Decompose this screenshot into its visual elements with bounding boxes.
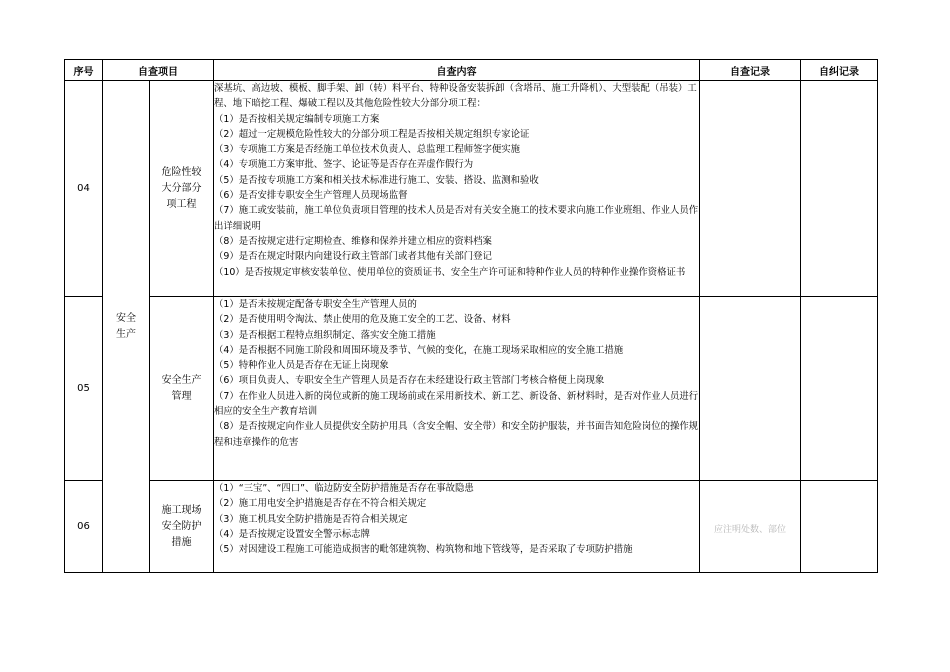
item-label: 危险性较大分部分项工程 — [161, 166, 202, 210]
content-line: （7）在作业人员进入新的岗位或新的施工现场前或在采用新技术、新工艺、新设备、新材料时，是否对作业人员进行相应的安全生产教育培训 — [214, 390, 699, 418]
content-line: （3）是否根据工程特点组织制定、落实安全施工措施 — [214, 329, 436, 341]
table-row — [65, 81, 878, 297]
content-line: （4）专项施工方案审批、签字、论证等是否存在弄虚作假行为 — [214, 159, 474, 171]
content-line: 深基坑、高边坡、模板、脚手架、卸（转）料平台、特种设备安装拆卸（含塔吊、施工升降机）、大型装配（吊装）工程、地下暗挖工程、爆破工程以及其他危险性较大分部分项工程： — [214, 83, 697, 110]
item-cell — [150, 81, 214, 297]
item-label: 安全生产管理 — [161, 374, 202, 402]
self-inspection-table — [64, 59, 878, 573]
correction-cell[interactable] — [801, 81, 878, 297]
correction-cell[interactable] — [801, 297, 878, 481]
content-line: （3）专项施工方案是否经施工单位技术负责人、总监理工程师签字便实施 — [214, 144, 520, 156]
header-item: 自查项目 — [103, 60, 214, 81]
header-record: 自查记录 — [700, 60, 801, 81]
content-line: （6）是否安排专职安全生产管理人员现场监督 — [214, 190, 408, 202]
content-cell — [214, 81, 700, 297]
content-line: （3）施工机具安全防护措施是否符合相关规定 — [214, 513, 408, 525]
content-line: （5）对因建设工程施工可能造成损害的毗邻建筑物、构筑物和地下管线等，是否采取了专项防护措施 — [214, 544, 633, 556]
content-cell — [214, 297, 700, 481]
category-label: 安全生产 — [116, 312, 136, 340]
content-line: （10）是否按规定审核安装单位、使用单位的资质证书、安全生产许可证和特种作业人员的特种作业操作资格证书 — [214, 266, 686, 278]
record-cell[interactable] — [700, 81, 801, 297]
content-line: （2）是否使用明令淘汰、禁止使用的危及施工安全的工艺、设备、材料 — [214, 314, 511, 326]
header-content: 自查内容 — [214, 60, 700, 81]
content-line: （5）是否按专项施工方案和相关技术标准进行施工、安装、搭设、监测和验收 — [214, 174, 539, 186]
table-header-row — [65, 60, 878, 81]
content-line: （1）是否未按规定配备专职安全生产管理人员的 — [214, 299, 417, 310]
table-row — [65, 481, 878, 573]
content-line: （8）是否按规定向作业人员提供安全防护用具（含安全帽、安全带）和安全防护服装，并书面告知危险岗位的操作规程和违章操作的危害 — [214, 421, 699, 448]
content-line: （2）施工用电安全护措施是否存在不符合相关规定 — [214, 498, 427, 510]
content-line: （7）施工或安装前，施工单位负责项目管理的技术人员是否对有关安全施工的技术要求向施工作业班组、作业人员作出详细说明 — [214, 205, 699, 232]
content-line: （5）特种作业人员是否存在无证上岗现象 — [214, 360, 389, 372]
content-line: （1）“三宝”、“四口”、临边防安全防护措施是否存在事故隐患 — [214, 483, 474, 494]
content-line: （6）项目负责人、专职安全生产管理人员是否存在未经建设行政主管部门考核合格便上岗现象 — [214, 375, 605, 387]
table-row — [65, 297, 878, 481]
content-line: （4）是否根据不同施工阶段和周围环境及季节、气候的变化，在施工现场采取相应的安全施工措施 — [214, 344, 624, 356]
record-note: 应注明处数、部位 — [713, 525, 786, 535]
correction-cell[interactable] — [801, 481, 878, 573]
content-line: （1）是否按相关规定编制专项施工方案 — [214, 113, 380, 125]
header-no: 序号 — [65, 60, 103, 81]
item-label: 施工现场安全防护措施 — [161, 504, 202, 548]
record-cell[interactable] — [700, 481, 801, 573]
content-line: （2）超过一定规模危险性较大的分部分项工程是否按相关规定组织专家论证 — [214, 128, 530, 140]
category-cell — [103, 81, 150, 573]
row-number: 05 — [65, 297, 103, 481]
item-cell — [150, 481, 214, 573]
content-line: （4）是否按规定设置安全警示标志牌 — [214, 528, 370, 540]
record-cell[interactable] — [700, 297, 801, 481]
row-number: 06 — [65, 481, 103, 573]
content-line: （8）是否按规定进行定期检查、维修和保养并建立相应的资料档案 — [214, 235, 492, 247]
content-cell — [214, 481, 700, 573]
content-line: （9）是否在规定时限内向建设行政主管部门或者其他有关部门登记 — [214, 251, 492, 263]
header-correction: 自纠记录 — [801, 60, 878, 81]
item-cell — [150, 297, 214, 481]
row-number: 04 — [65, 81, 103, 297]
